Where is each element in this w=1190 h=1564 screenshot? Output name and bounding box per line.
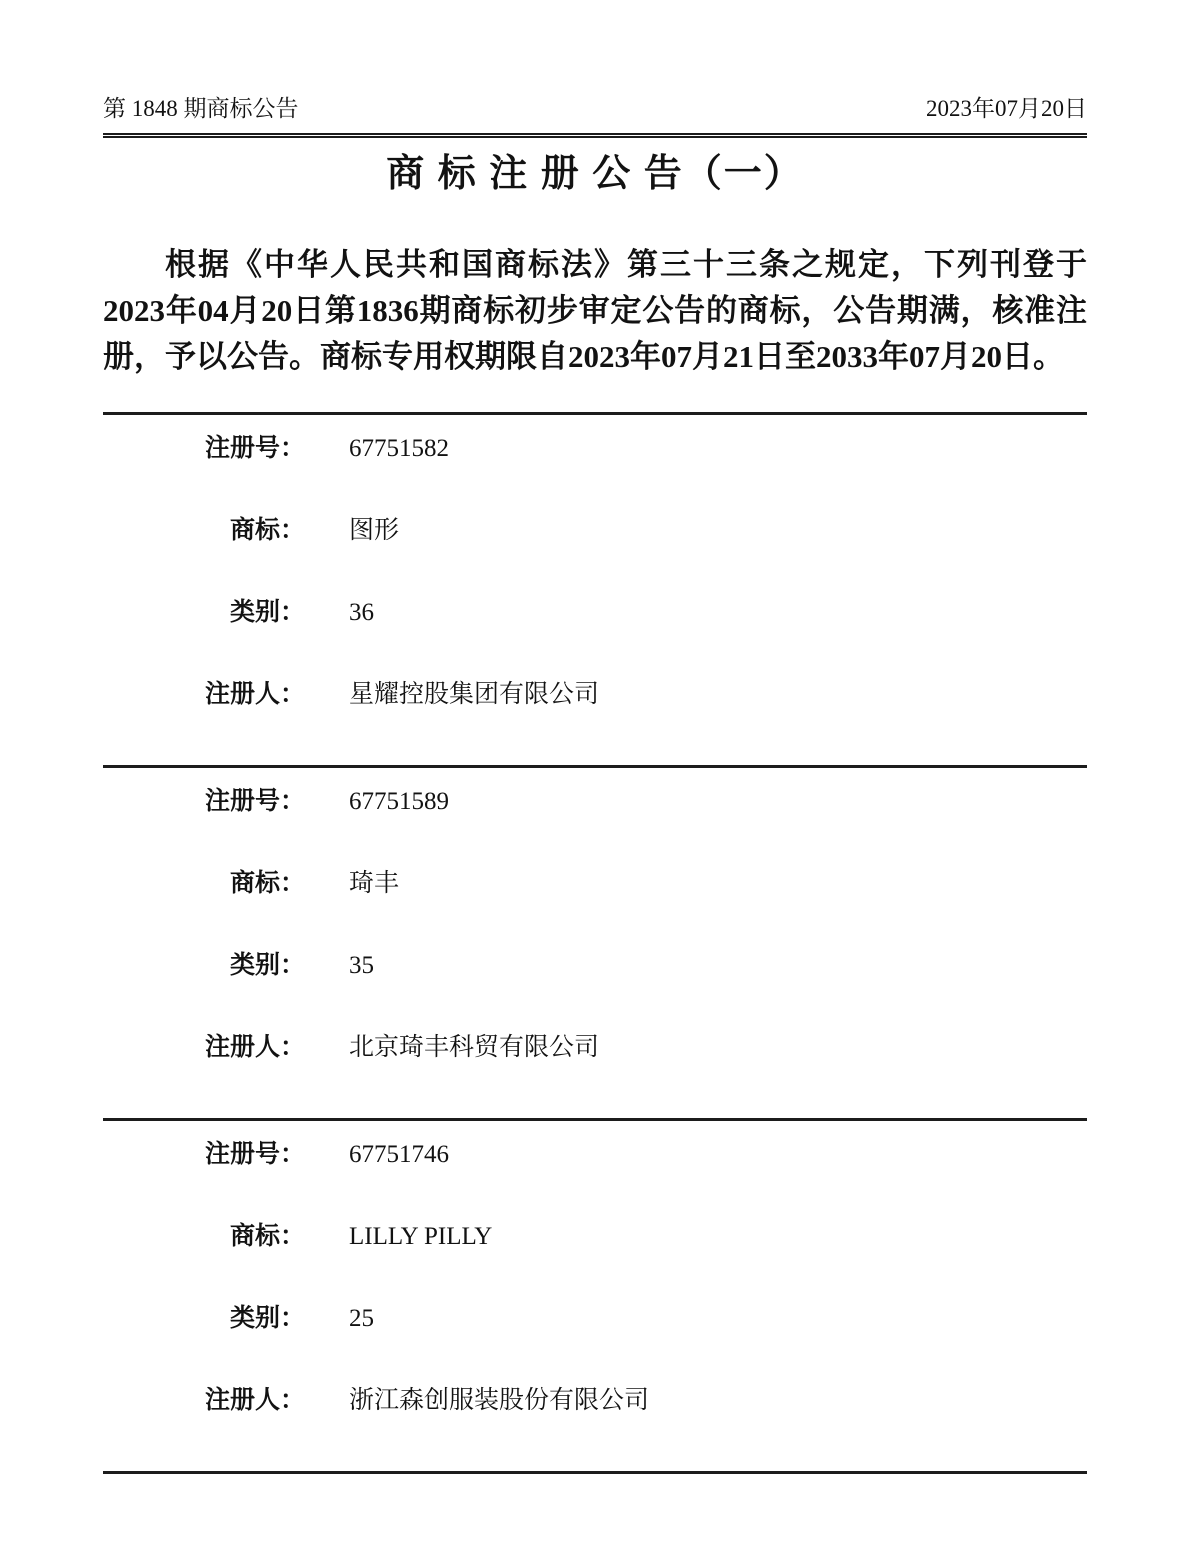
trademark-label: 商标： — [229, 517, 305, 544]
category-label: 类别： — [229, 1305, 305, 1332]
category-label: 类别： — [229, 952, 305, 979]
reg-no-value: 67751589 — [349, 788, 449, 815]
page-title: 商 标 注 册 公 告（一） — [386, 153, 804, 195]
record-row-registrant — [103, 1032, 1087, 1064]
reg-no-value: 67751746 — [349, 1141, 449, 1168]
bottom-rule — [103, 1471, 1087, 1474]
trademark-value: LILLY PILLY — [349, 1223, 493, 1250]
trademark-label: 商标： — [229, 1223, 305, 1250]
reg-no-label: 注册号： — [204, 435, 305, 462]
registrant-label: 注册人： — [204, 1034, 305, 1061]
header-issue-number: 第 1848 期商标公告 — [103, 96, 299, 121]
page-header — [103, 96, 1087, 122]
registrant-label: 注册人： — [204, 1387, 305, 1414]
trademark-value: 琦丰 — [349, 870, 400, 897]
record-row-registrant — [103, 1385, 1087, 1417]
category-label: 类别： — [229, 599, 305, 626]
category-value: 35 — [349, 952, 374, 979]
header-date: 2023年07月20日 — [926, 96, 1087, 121]
record-row-reg-no — [103, 433, 1087, 465]
registrant-label: 注册人： — [204, 681, 305, 708]
record-row-trademark — [103, 868, 1087, 900]
trademark-label: 商标： — [229, 870, 305, 897]
record-row-category — [103, 1303, 1087, 1335]
category-value: 25 — [349, 1305, 374, 1332]
reg-no-label: 注册号： — [204, 1141, 305, 1168]
trademark-record — [103, 412, 1087, 765]
record-row-category — [103, 597, 1087, 629]
record-row-reg-no — [103, 786, 1087, 818]
trademark-record — [103, 765, 1087, 1118]
trademark-value: 图形 — [349, 517, 400, 544]
record-row-trademark — [103, 1221, 1087, 1253]
category-value: 36 — [349, 599, 374, 626]
reg-no-value: 67751582 — [349, 435, 449, 462]
record-row-trademark — [103, 515, 1087, 547]
header-rule — [103, 133, 1087, 138]
trademark-record — [103, 1118, 1087, 1471]
reg-no-label: 注册号： — [204, 788, 305, 815]
intro-paragraph: 根据《中华人民共和国商标法》第三十三条之规定，下列刊登于2023年04月20日第1836期商标初步审定公告的商标，公告期满，核准注册，予以公告。商标专用权期限自2023年07月21日至2033年07月20日。 — [103, 247, 1087, 374]
registrant-value: 星耀控股集团有限公司 — [349, 681, 600, 708]
record-row-reg-no — [103, 1139, 1087, 1171]
records-section — [103, 412, 1087, 1471]
record-row-category — [103, 950, 1087, 982]
registrant-value: 北京琦丰科贸有限公司 — [349, 1034, 600, 1061]
record-row-registrant — [103, 679, 1087, 711]
registrant-value: 浙江森创服装股份有限公司 — [349, 1387, 650, 1414]
